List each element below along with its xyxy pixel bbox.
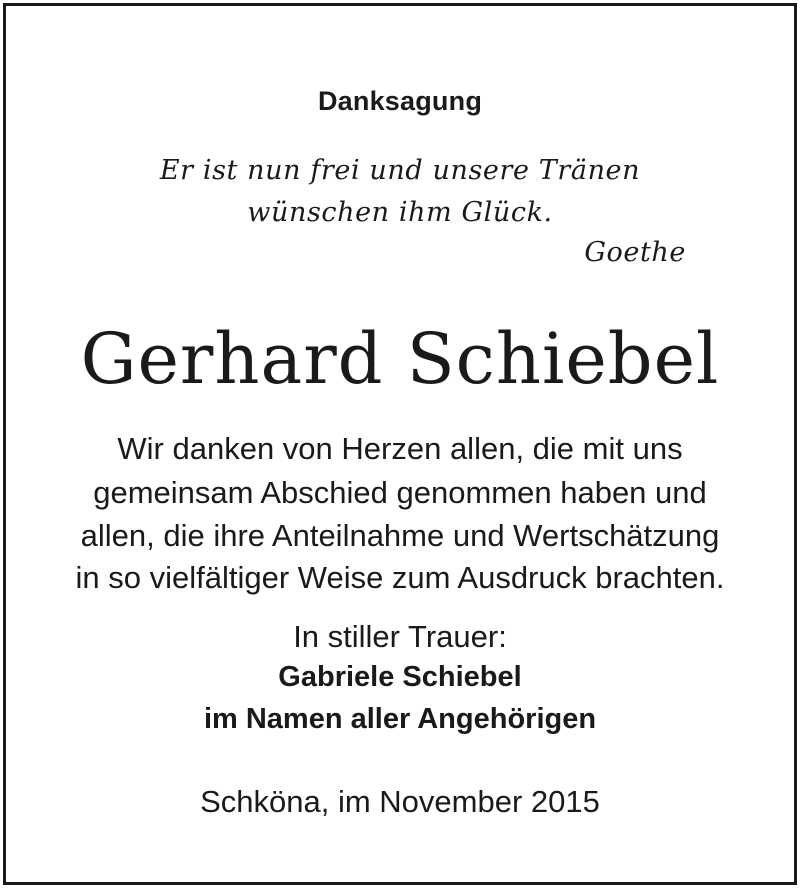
quote-line: Er ist nun frei und unsere Tränen — [159, 155, 641, 186]
thanks-line: gemeinsam Abschied genommen haben und — [93, 475, 707, 510]
quote-line: wünschen ihm Glück. — [247, 197, 553, 228]
thanks-line: Wir danken von Herzen allen, die mit uns — [117, 431, 683, 466]
signer-name: Gabriele Schiebel — [278, 661, 522, 693]
signer-line: im Namen aller Angehörigen — [203, 703, 597, 735]
thanks-line: allen, die ihre Anteilnahme und Wertschätzung — [80, 518, 720, 553]
notice-heading: Danksagung — [317, 86, 483, 116]
place-date: Schköna, im November 2015 — [200, 784, 600, 819]
quote-author: Goethe — [584, 237, 686, 268]
deceased-name: Gerhard Schiebel — [80, 318, 720, 400]
mourning-intro: In stiller Trauer: — [293, 619, 507, 654]
thanks-line: in so vielfältiger Weise zum Ausdruck brachten. — [75, 560, 725, 595]
obituary-notice — [3, 3, 797, 885]
